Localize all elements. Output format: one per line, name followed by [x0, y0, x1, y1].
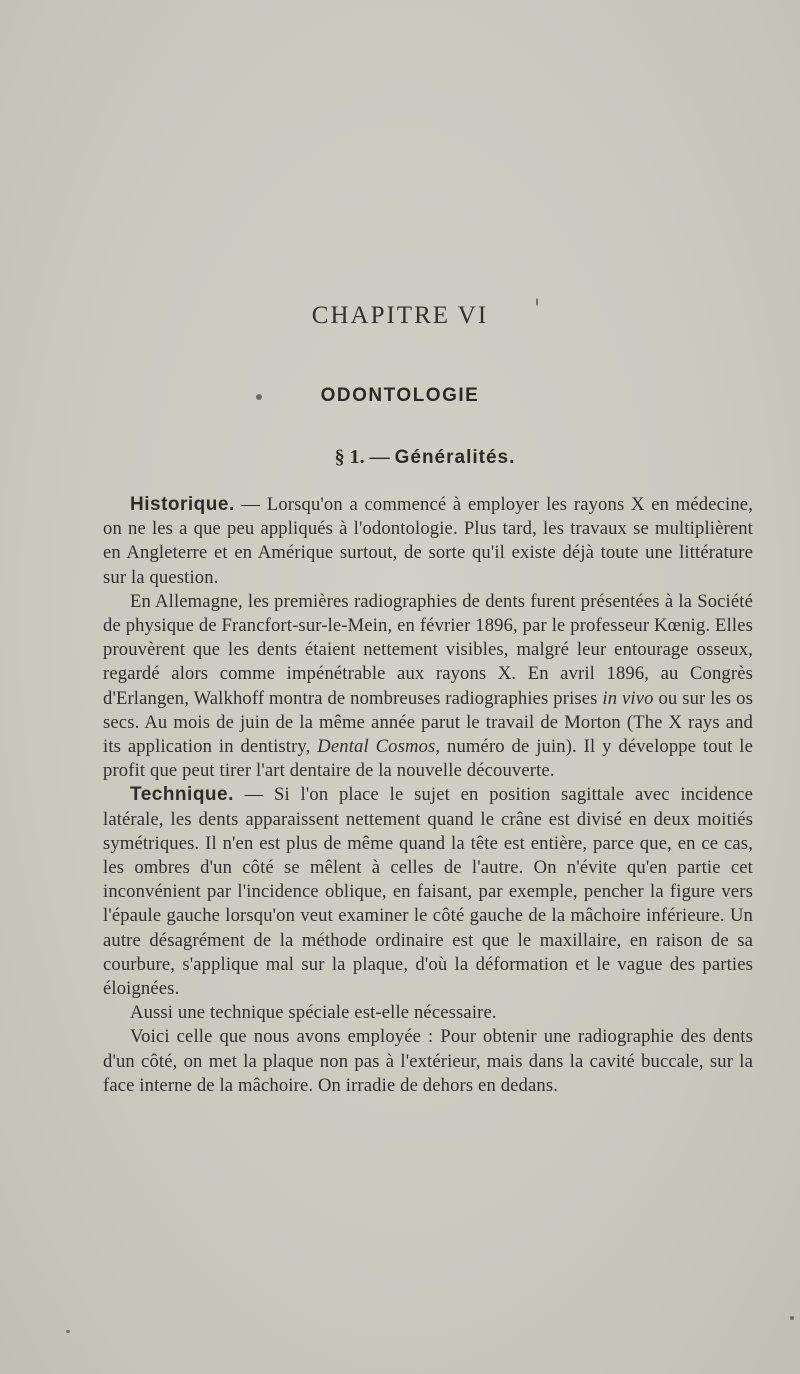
- text-segment: , numéro de juin). Il y développe tout le profit que peut tirer l'art dentaire de la nouvelle découverte.: [103, 736, 754, 782]
- ink-speck: [66, 1330, 70, 1333]
- text-segment: En Allemagne, les premières radiographies de dents furent présentées à la Société de physique de Francfort-sur-le-Mein, en février 1896, par le professeur Kœnig. Elles prouvèrent que les dents étaient nettement visibles, malgré leur entourage osseux, regardé alors comme impénétrable aux rayons X. En avril 1896, au Congrès d'Erlangen, Walkhoff montra de nombreuses radiographies prises: [103, 590, 753, 709]
- italic-text: in vivo: [602, 687, 654, 709]
- section-title: ODONTOLOGIE: [320, 385, 480, 406]
- paragraph: [103, 1001, 753, 1025]
- subsection-heading: [0, 446, 800, 469]
- italic-text: Dental Cosmos: [317, 736, 436, 758]
- ink-speck: [790, 1316, 794, 1320]
- run-in-heading: Historique.: [130, 494, 235, 515]
- paragraph: [103, 1025, 753, 1098]
- text-segment: Voici celle que nous avons employée : Pour obtenir une radiographie des dents d'un côté, on met la plaque non pas à l'extérieur, mais dans la cavité buccale, sur la face interne de la mâchoire. On irradie de dehors en dedans.: [103, 1026, 753, 1096]
- subsection-name: Généralités.: [394, 447, 516, 468]
- subsection-prefix: § 1. —: [334, 446, 395, 468]
- paragraph: [103, 590, 753, 784]
- text-segment: — Lorsqu'on a commencé à employer les rayons X en médecine, on ne les a que peu appliqués à l'odontologie. Plus tard, les travaux se multiplièrent en Angleterre et en Amérique surtout, de sorte qu'il existe déjà toute une littérature sur la question.: [103, 494, 753, 588]
- paragraph: [103, 783, 753, 1001]
- text-segment: ou sur les os secs. Au mois de juin de la même année parut le travail de Morton (The X rays and its application in dentistry,: [103, 687, 753, 758]
- run-in-heading: Technique.: [130, 784, 234, 806]
- text-segment: — Si l'on place le sujet en position sagittale avec incidence latérale, les dents apparaissent nettement quand le crâne est divisé en deux moitiés symétriques. Il n'en est plus de même quand la tête est entière, parce que, en ce cas, les ombres d'un côté se mêlent à celles de l'autre. On n'évite qu'en partie cet inconvénient par l'incidence oblique, en faisant, par exemple, pencher la figure vers l'épaule gauche lorsqu'on veut examiner le côté gauche de la mâchoire inférieure. Un autre désagrément de la méthode ordinaire est que le maxillaire, en raison de sa courbure, s'applique mal sur la plaque, d'où la déformation et le vague des parties éloignées.: [103, 784, 753, 1000]
- text-segment: Aussi une technique spéciale est-elle nécessaire.: [130, 1002, 497, 1024]
- chapter-heading: CHAPITRE VI: [311, 302, 489, 329]
- paragraph: [103, 493, 753, 590]
- body-text: [103, 493, 753, 1098]
